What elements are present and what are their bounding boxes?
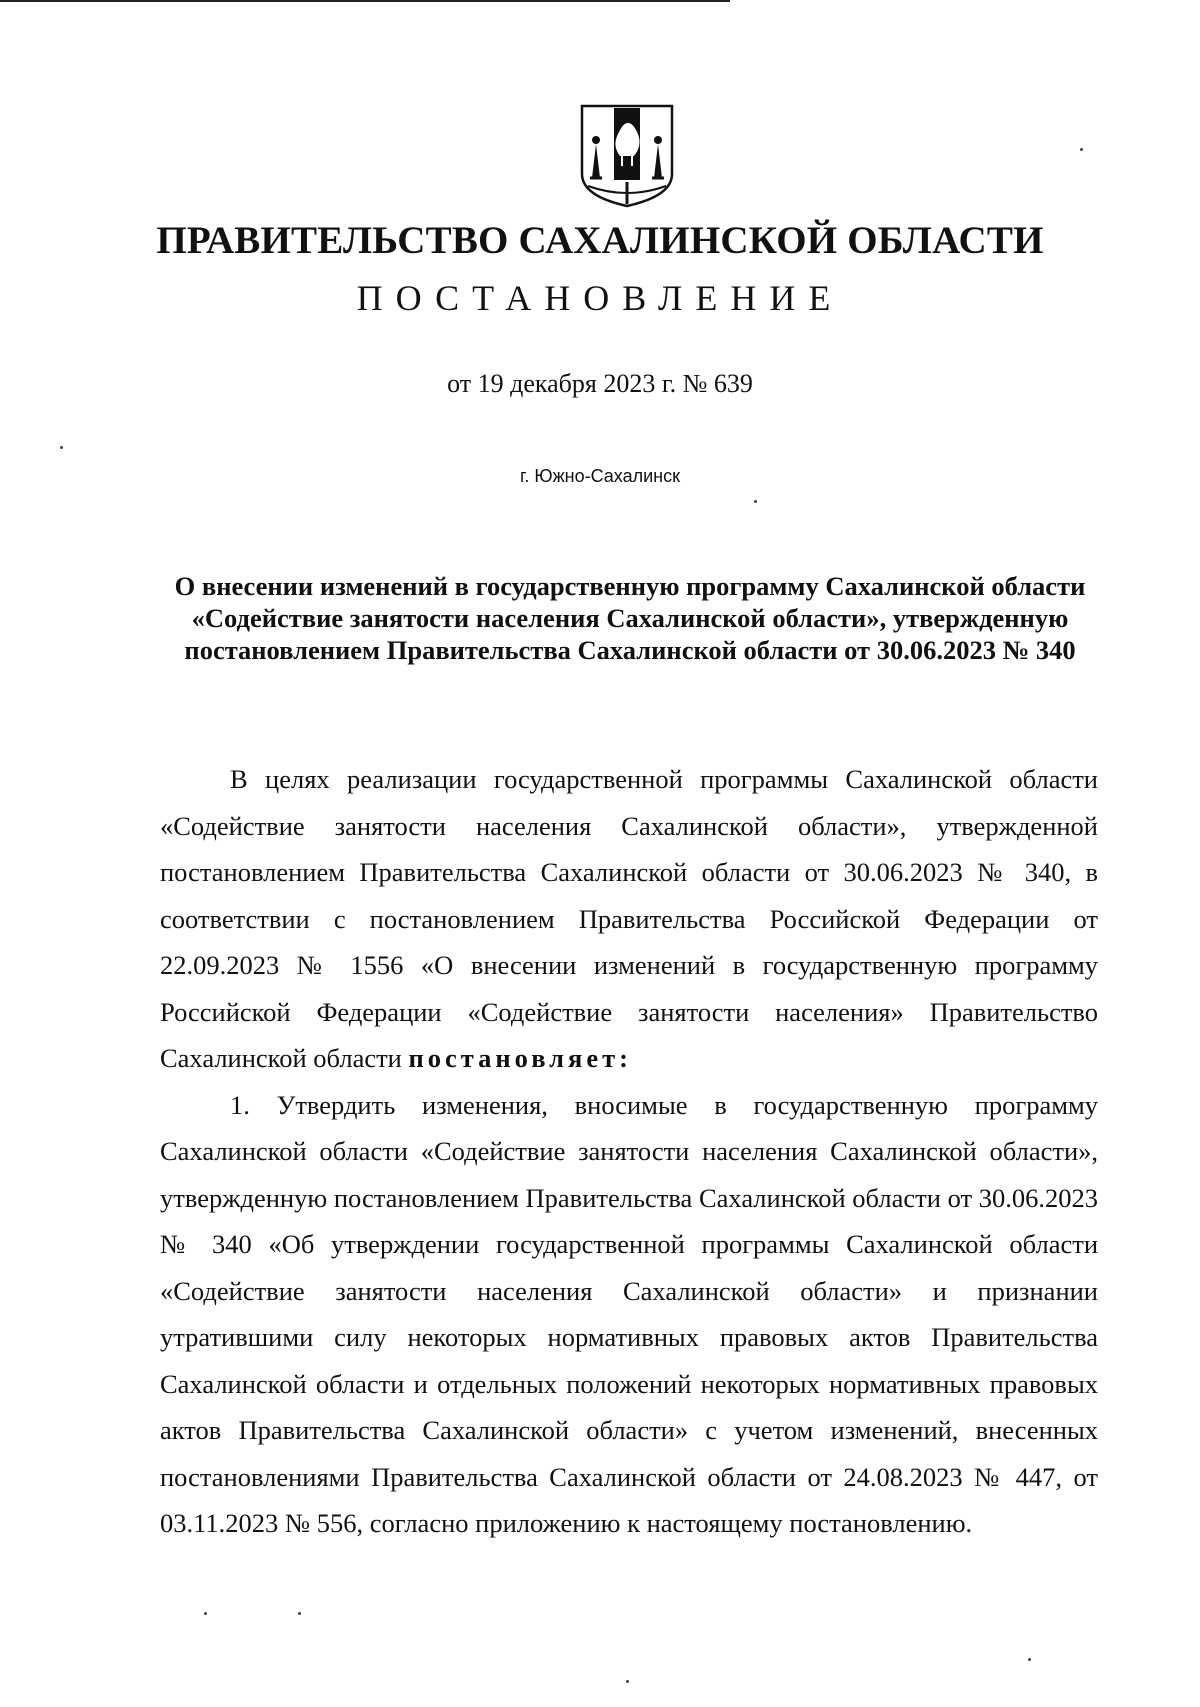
document-date-number: от 19 декабря 2023 г. № 639 xyxy=(447,369,753,398)
preamble-paragraph xyxy=(160,756,1098,1082)
document-type: ПОСТАНОВЛЕНИЕ xyxy=(356,278,844,318)
document-body xyxy=(160,756,1098,1547)
sakhalin-coat-of-arms-icon xyxy=(578,104,676,208)
scan-speck xyxy=(298,1612,301,1615)
preamble-text: В целях реализации государственной программы Сахалинской области «Содействие занятости населения Сахалинской области», утвержденной постановлением Правительства Сахалинской области от 30.06.2023 № 340, в соответствии с постановлением Правительства Российской Федерации от 22.09.2023 № 1556 «О внесении изменений в государственную программу Российской Федерации «Содействие занятости населения» Правительство Сахалинской области xyxy=(160,764,1098,1073)
scan-speck xyxy=(754,500,757,503)
resolves-keyword: постановляет: xyxy=(408,1043,632,1073)
document-place: г. Южно-Сахалинск xyxy=(520,466,680,486)
scan-speck xyxy=(1080,148,1083,151)
scan-speck xyxy=(60,446,63,449)
scan-speck xyxy=(1028,1658,1031,1661)
organization-title: ПРАВИТЕЛЬСТВО САХАЛИНСКОЙ ОБЛАСТИ xyxy=(156,219,1044,262)
scan-speck xyxy=(204,1612,207,1615)
scan-edge-line xyxy=(0,0,730,2)
scan-speck xyxy=(626,1680,629,1683)
item-1-paragraph: 1. Утвердить изменения, вносимые в государственную программу Сахалинской области «Содействие занятости населения Сахалинской области», утвержденную постановлением Правительства Сахалинской области от 30.06.2023 № 340 «Об утверждении государственной программы Сахалинской области «Содействие занятости населения Сахалинской области» и признании утратившими силу некоторых нормативных правовых актов Правительства Сахалинской области и отдельных положений некоторых нормативных правовых актов Правительства Сахалинской области» с учетом изменений, внесенных постановлениями Правительства Сахалинской области от 24.08.2023 № 447, от 03.11.2023 № 556, согласно приложению к настоящему постановлению. xyxy=(160,1089,1098,1538)
document-subject: О внесении изменений в государственную программу Сахалинской области «Содействие занятости населения Сахалинской области», утвержденную постановлением Правительства Сахалинской области от 30.06.2023 № 340 xyxy=(174,571,1086,665)
